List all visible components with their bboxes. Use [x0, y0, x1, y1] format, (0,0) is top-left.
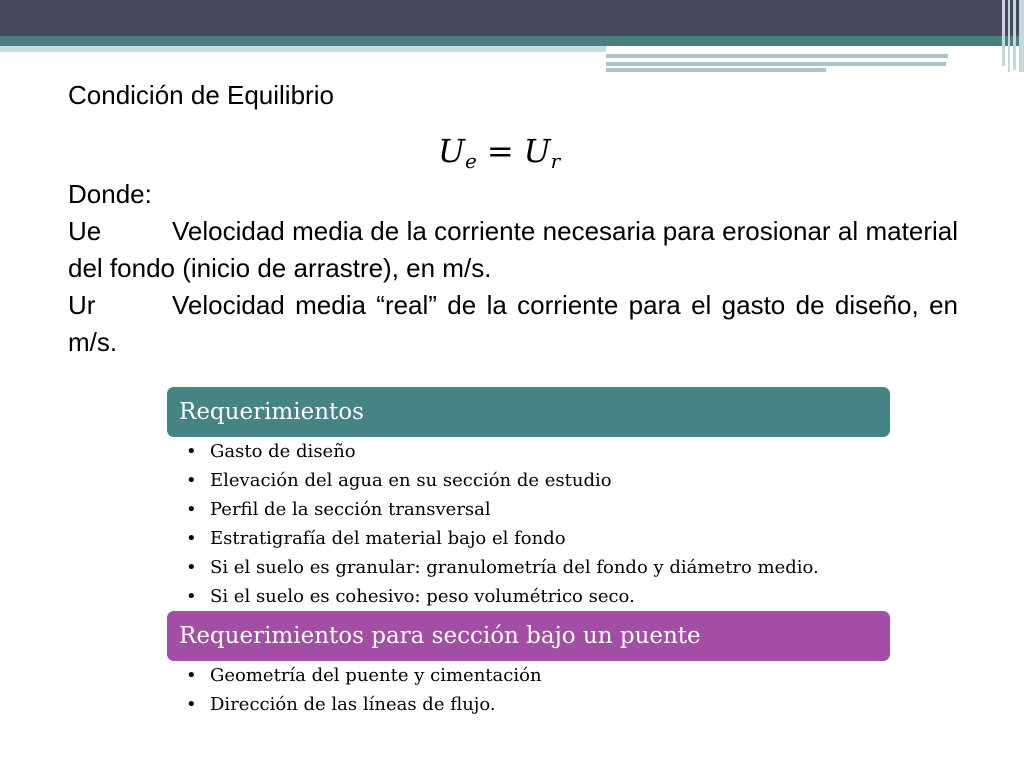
top-teal-band	[0, 36, 1024, 46]
equilibrium-equation	[438, 132, 560, 173]
decor-stripe-3	[606, 68, 826, 72]
list-item: • Si el suelo es cohesivo: peso volumétrico seco.	[186, 582, 819, 611]
list-item: • Perfil de la sección transversal	[186, 495, 819, 524]
eq-left-var: U	[438, 132, 465, 170]
definition-ue	[68, 213, 958, 287]
definitions-block	[68, 176, 958, 361]
eq-left-sub: e	[464, 149, 477, 173]
donde-label: Donde:	[68, 179, 152, 209]
list-item: • Dirección de las líneas de flujo.	[186, 690, 542, 719]
top-light-line	[0, 46, 606, 52]
definition-text: Velocidad media “real” de la corriente para el gasto de diseño, en m/s.	[68, 290, 958, 357]
bridge-requirements-list	[186, 661, 542, 719]
definition-term: Ur	[68, 290, 96, 320]
definition-term: Ue	[68, 216, 102, 246]
eq-operator: =	[486, 132, 514, 170]
list-item: • Geometría del puente y cimentación	[186, 661, 542, 690]
definition-ur	[68, 287, 958, 361]
requirements-header: Requerimientos	[167, 387, 890, 437]
eq-right-sub: r	[550, 149, 561, 173]
definition-text: Velocidad media de la corriente necesaria para erosionar al material del fondo (inicio de arrastre), en m/s.	[68, 216, 958, 283]
list-item: • Estratigrafía del material bajo el fondo	[186, 524, 819, 553]
requirements-list	[186, 437, 819, 611]
list-item: • Si el suelo es granular: granulometría del fondo y diámetro medio.	[186, 553, 819, 582]
eq-right-var: U	[523, 132, 551, 170]
top-banner	[0, 0, 1024, 36]
slide-title: Condición de Equilibrio	[68, 80, 334, 110]
bridge-requirements-header: Requerimientos para sección bajo un puente	[167, 611, 890, 661]
decor-vertical-bars	[990, 0, 1024, 72]
list-item: • Elevación del agua en su sección de estudio	[186, 466, 819, 495]
decor-stripe-1	[606, 54, 948, 58]
list-item: • Gasto de diseño	[186, 437, 819, 466]
decor-stripe-2	[606, 62, 946, 66]
